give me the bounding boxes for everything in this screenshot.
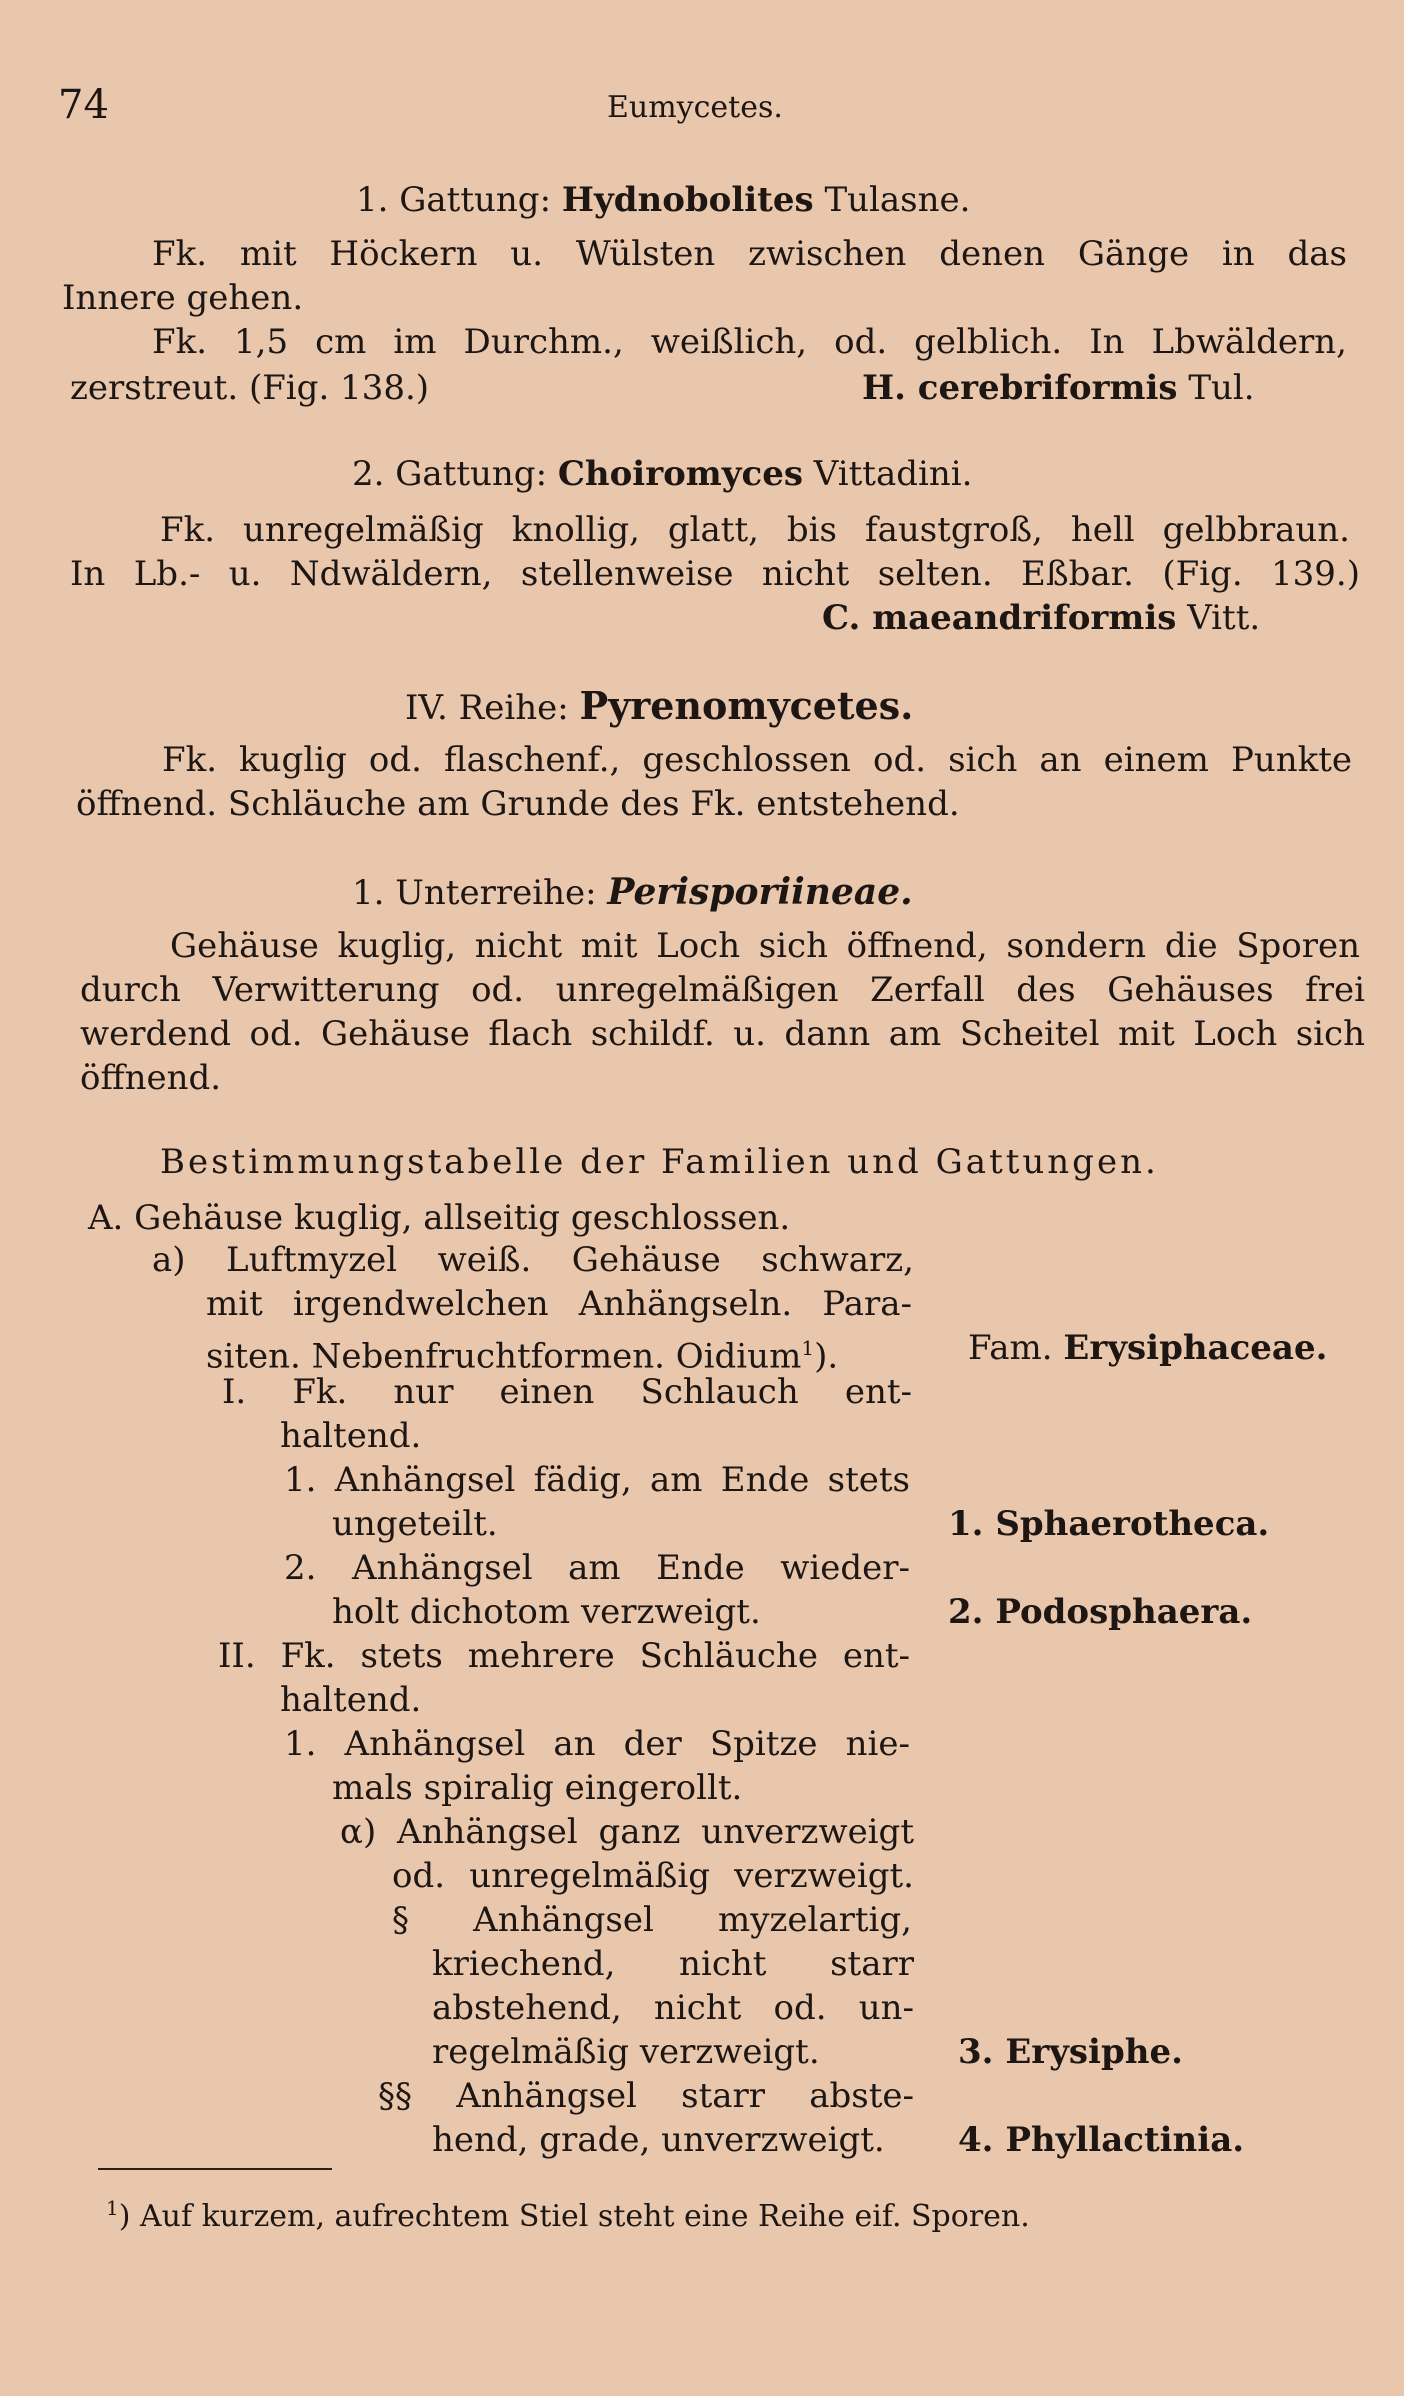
key-line: abstehend, nicht od. un- bbox=[432, 1988, 914, 2028]
text-line: Fk. 1,5 cm im Durchm., weißlich, od. gelblich. In Lbwäldern, bbox=[152, 322, 1347, 362]
text-line: durch Verwitterung od. unregelmäßigen Zerfall des Gehäuses frei bbox=[80, 970, 1365, 1010]
genus-heading-choiromyces: 2. Gattung: Choiromyces Vittadini. bbox=[352, 454, 973, 494]
key-line: haltend. bbox=[280, 1680, 422, 1720]
text-line: Innere gehen. bbox=[62, 278, 304, 318]
key-line: a) Luftmyzel weiß. Gehäuse schwarz, bbox=[152, 1240, 914, 1280]
running-title: Eumycetes. bbox=[607, 90, 783, 125]
key-line: kriechend, nicht starr bbox=[432, 1944, 914, 1984]
key-line: ungeteilt. bbox=[332, 1504, 498, 1544]
key-line: α) Anhängsel ganz unverzweigt bbox=[340, 1812, 914, 1852]
key-line: 1. Anhängsel fädig, am Ende stets bbox=[284, 1460, 910, 1500]
text-line: Fk. mit Höckern u. Wülsten zwischen denen Gänge in das bbox=[152, 234, 1347, 274]
footnote: $^1$) Auf kurzem, aufrechtem Stiel steht eine Reihe eif. Sporen. bbox=[106, 2196, 1030, 2234]
key-line: siten. Nebenfruchtformen. Oidium$^1$). bbox=[206, 1336, 839, 1377]
text-line: öffnend. bbox=[80, 1058, 222, 1098]
text-line: In Lb.- u. Ndwäldern, stellenweise nicht selten. Eßbar. (Fig. 139.) bbox=[70, 554, 1360, 594]
key-line: mals spiralig eingerollt. bbox=[332, 1768, 743, 1808]
key-line: A. Gehäuse kuglig, allseitig geschlossen. bbox=[88, 1198, 791, 1238]
key-line: 1. Anhängsel an der Spitze nie- bbox=[284, 1724, 910, 1764]
key-line: § Anhängsel myzelartig, bbox=[392, 1900, 912, 1940]
genus-result: 1. Sphaerotheca. bbox=[948, 1504, 1270, 1544]
key-line: 2. Anhängsel am Ende wieder- bbox=[284, 1548, 910, 1588]
key-line: §§ Anhängsel starr abste- bbox=[378, 2076, 914, 2116]
key-line: hend, grade, unverzweigt. bbox=[432, 2120, 885, 2160]
genus-result: 3. Erysiphe. bbox=[958, 2032, 1183, 2072]
key-line: I. Fk. nur einen Schlauch ent- bbox=[222, 1372, 912, 1412]
text-line: werdend od. Gehäuse flach schildf. u. dann am Scheitel mit Loch sich bbox=[80, 1014, 1365, 1054]
key-line: II. Fk. stets mehrere Schläuche ent- bbox=[218, 1636, 910, 1676]
key-line: od. unregelmäßig verzweigt. bbox=[392, 1856, 914, 1896]
text-line: Gehäuse kuglig, nicht mit Loch sich öffnend, sondern die Sporen bbox=[170, 926, 1360, 966]
key-line: mit irgendwelchen Anhängseln. Para- bbox=[206, 1284, 912, 1324]
key-line: regelmäßig verzweigt. bbox=[432, 2032, 820, 2072]
key-table-title: Bestimmungstabelle der Familien und Gattungen. bbox=[160, 1142, 1159, 1182]
genus-result: 2. Podosphaera. bbox=[948, 1592, 1253, 1632]
text-line: öffnend. Schläuche am Grunde des Fk. entstehend. bbox=[76, 784, 960, 824]
key-line: haltend. bbox=[280, 1416, 422, 1456]
species-name: H. cerebriformis Tul. bbox=[862, 368, 1255, 408]
genus-result: 4. Phyllactinia. bbox=[958, 2120, 1245, 2160]
text-line: zerstreut. (Fig. 138.) bbox=[70, 368, 430, 408]
text-line: Fk. unregelmäßig knollig, glatt, bis faustgroß, hell gelbbraun. bbox=[160, 510, 1350, 550]
family-name: Fam. Erysiphaceae. bbox=[968, 1328, 1328, 1368]
subseries-heading-perisporiineae: 1. Unterreihe: Perisporiineae. bbox=[352, 871, 913, 913]
page-number: 74 bbox=[58, 82, 109, 128]
footnote-rule bbox=[98, 2168, 332, 2170]
species-name: C. maeandriformis Vitt. bbox=[822, 598, 1261, 638]
series-heading-pyrenomycetes: IV. Reihe: Pyrenomycetes. bbox=[405, 683, 914, 728]
key-line: holt dichotom verzweigt. bbox=[332, 1592, 761, 1632]
text-line: Fk. kuglig od. flaschenf., geschlossen od. sich an einem Punkte bbox=[162, 740, 1352, 780]
genus-heading-hydnobolites: 1. Gattung: Hydnobolites Tulasne. bbox=[356, 180, 971, 220]
